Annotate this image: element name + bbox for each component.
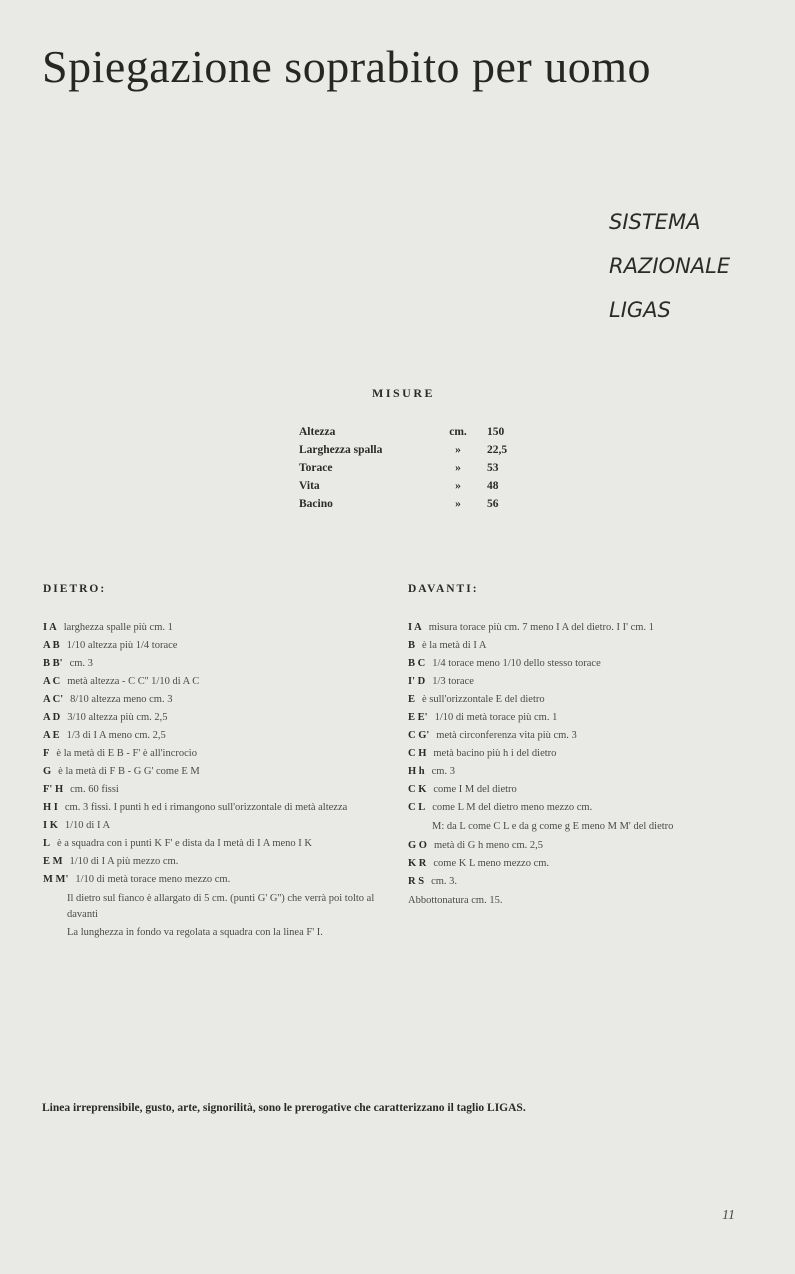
point-label: C K — [408, 784, 427, 795]
instruction-text: 1/10 altezza più 1/4 torace — [66, 640, 178, 651]
point-label: I' D — [408, 676, 426, 687]
instruction-text: 1/4 torace meno 1/10 dello stesso torace — [432, 658, 601, 669]
point-label: G O — [408, 840, 427, 851]
misure-label: Vita — [299, 480, 320, 492]
dietro-note: Il dietro sul fianco è allargato di 5 cm. (punti G' G'') che verrà poi tolto al davanti — [67, 893, 375, 920]
davanti-row — [408, 691, 758, 709]
misure-unit: » — [455, 480, 461, 492]
dietro-row — [43, 727, 383, 745]
page-title: Spiegazione soprabito per uomo — [42, 41, 652, 92]
davanti-row — [408, 745, 758, 763]
page-number: 11 — [722, 1208, 735, 1223]
instruction-text: 3/10 altezza più cm. 2,5 — [67, 712, 168, 723]
misure-label: Larghezza spalla — [299, 444, 383, 456]
instruction-text: 1/10 di metà torace più cm. 1 — [434, 712, 558, 723]
footer-slogan: Linea irreprensibile, gusto, arte, signorilità, sono le prerogative che caratterizzano il taglio LIGAS. — [42, 1102, 526, 1114]
point-label: A C — [43, 676, 61, 687]
instruction-text: cm. 3 — [69, 658, 93, 669]
misure-row — [299, 441, 517, 459]
dietro-section — [43, 583, 383, 943]
point-label: C G' — [408, 730, 430, 741]
instruction-text: misura torace più cm. 7 meno I A del dietro. I I' cm. 1 — [428, 622, 654, 633]
instruction-text: metà bacino più h i del dietro — [433, 748, 557, 759]
instruction-text: è sull'orizzontale E del dietro — [422, 694, 545, 705]
instruction-text: è la metà di E B - F' è all'incrocio — [56, 748, 197, 759]
davanti-final: Abbottonatura cm. 15. — [408, 895, 503, 906]
point-label: B B' — [43, 658, 63, 669]
dietro-row — [43, 781, 383, 799]
instruction-text: è la metà di I A — [422, 640, 487, 651]
point-label: F — [43, 748, 50, 759]
dietro-row — [43, 835, 383, 853]
dietro-row — [43, 655, 383, 673]
dietro-row — [43, 709, 383, 727]
misure-value: 22,5 — [487, 444, 508, 456]
brand-block — [609, 200, 730, 332]
davanti-row — [408, 709, 758, 727]
point-label: C L — [408, 802, 426, 813]
davanti-row — [408, 637, 758, 655]
point-label: H h — [408, 766, 425, 777]
davanti-row — [408, 855, 758, 873]
point-label: E M — [43, 856, 63, 867]
point-label: A C' — [43, 694, 64, 705]
instruction-text: come I M del dietro — [433, 784, 517, 795]
misure-unit: » — [455, 444, 461, 456]
dietro-row — [43, 673, 383, 691]
davanti-row — [408, 655, 758, 673]
davanti-row — [408, 837, 758, 855]
misure-row — [299, 459, 517, 477]
point-label: I K — [43, 820, 58, 831]
davanti-row — [408, 781, 758, 799]
misure-unit: cm. — [449, 426, 467, 438]
davanti-row — [408, 619, 758, 637]
misure-label: Torace — [299, 462, 333, 474]
point-label: H I — [43, 802, 58, 813]
instruction-text: cm. 60 fissi — [70, 784, 119, 795]
misure-unit: » — [455, 498, 461, 510]
misure-value: 48 — [487, 480, 499, 492]
point-label: A B — [43, 640, 60, 651]
instruction-text: cm. 3. — [431, 876, 458, 887]
dietro-row — [43, 691, 383, 709]
point-label: C H — [408, 748, 427, 759]
brand-line: LIGAS — [609, 298, 671, 322]
dietro-heading: DIETRO: — [43, 583, 107, 595]
point-label: B — [408, 640, 416, 651]
instruction-text: metà circonferenza vita più cm. 3 — [436, 730, 577, 741]
instruction-text: 1/3 torace — [432, 676, 474, 687]
brand-line: SISTEMA — [609, 210, 701, 234]
dietro-row — [43, 763, 383, 781]
misure-label: Altezza — [299, 426, 336, 438]
misure-heading: MISURE — [372, 386, 436, 400]
dietro-note: La lunghezza in fondo va regolata a squadra con la linea F' I. — [67, 927, 323, 938]
point-label: I A — [43, 622, 57, 633]
instruction-text: è a squadra con i punti K F' e dista da I metà di I A meno I K — [57, 838, 313, 849]
davanti-note: M: da L come C L e da g come g E meno M M' del dietro — [432, 821, 674, 832]
brand-line: RAZIONALE — [609, 254, 731, 278]
point-label: G — [43, 766, 52, 777]
point-label: A E — [43, 730, 60, 741]
davanti-row — [408, 727, 758, 745]
dietro-row — [43, 745, 383, 763]
davanti-row — [408, 873, 758, 891]
dietro-row — [43, 799, 383, 817]
instruction-text: metà altezza - C C'' 1/10 di A C — [67, 676, 200, 687]
misure-table — [299, 423, 517, 513]
misure-row — [299, 495, 517, 513]
instruction-text: 1/10 di I A — [64, 820, 111, 831]
instruction-text: come K L meno mezzo cm. — [433, 858, 550, 869]
dietro-row — [43, 871, 383, 889]
point-label: E E' — [408, 712, 428, 723]
dietro-row — [43, 853, 383, 871]
point-label: B C — [408, 658, 426, 669]
davanti-heading: DAVANTI: — [408, 583, 479, 595]
misure-value: 150 — [487, 426, 505, 438]
dietro-row — [43, 817, 383, 835]
point-label: K R — [408, 858, 427, 869]
dietro-row — [43, 637, 383, 655]
misure-value: 53 — [487, 462, 499, 474]
instruction-text: 1/10 di metà torace meno mezzo cm. — [75, 874, 231, 885]
davanti-row — [408, 763, 758, 781]
davanti-row — [408, 799, 758, 817]
point-label: E — [408, 694, 416, 705]
dietro-row — [43, 619, 383, 637]
instruction-text: metà di G h meno cm. 2,5 — [433, 840, 544, 851]
point-label: I A — [408, 622, 422, 633]
davanti-row — [408, 673, 758, 691]
misure-row — [299, 423, 517, 441]
instruction-text: è la metà di F B - G G' come E M — [58, 766, 200, 777]
instruction-text: larghezza spalle più cm. 1 — [63, 622, 173, 633]
instruction-text: 8/10 altezza meno cm. 3 — [70, 694, 173, 705]
misure-row — [299, 477, 517, 495]
instruction-text: 1/3 di I A meno cm. 2,5 — [66, 730, 166, 741]
davanti-section — [408, 583, 758, 911]
instruction-text: cm. 3 — [431, 766, 455, 777]
misure-unit: » — [455, 462, 461, 474]
point-label: R S — [408, 876, 425, 887]
instruction-text: 1/10 di I A più mezzo cm. — [69, 856, 179, 867]
instruction-text: come L M del dietro meno mezzo cm. — [432, 802, 593, 813]
point-label: L — [43, 838, 51, 849]
misure-label: Bacino — [299, 498, 333, 510]
point-label: M M' — [43, 874, 69, 885]
misure-value: 56 — [487, 498, 499, 510]
point-label: F' H — [43, 784, 64, 795]
instruction-text: cm. 3 fissi. I punti h ed i rimangono sull'orizzontale di metà altezza — [64, 802, 348, 813]
point-label: A D — [43, 712, 61, 723]
